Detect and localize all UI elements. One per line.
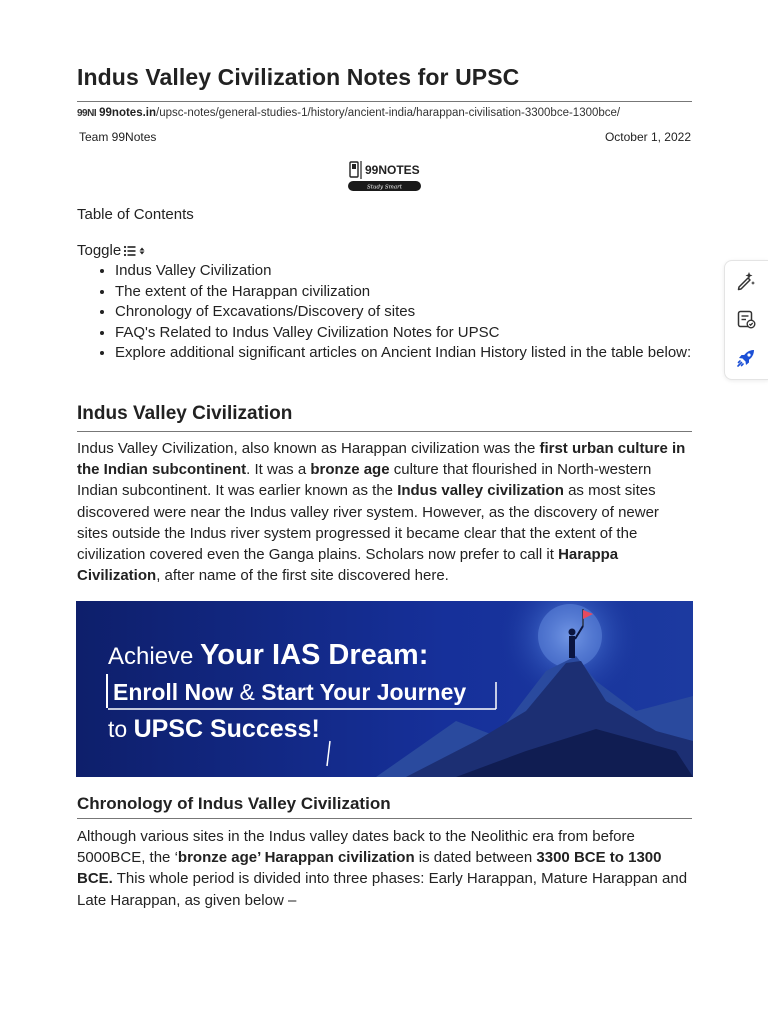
toc-toggle-label: Toggle [77, 242, 122, 259]
document-check-icon[interactable] [735, 308, 757, 330]
page-title: Indus Valley Civilization Notes for UPSC [77, 64, 520, 90]
section-divider [77, 818, 692, 819]
section-paragraph: Indus Valley Civilization, also known as Harappan civilization was the first urban culture in the Indian subcontinent. It was a bronze age culture that flourished in North-western Indian subcontinent. It was earlier known as the Indus valley civilization as most sites discovered were near the Indus valley river system. However, as the discovery of newer sites outside the Indus river system progressed it became clear that the extent of the civilization covered even the Ganga plains. Scholars now prefer to call it Harappa Civilization, after name of the first site discovered here. [77, 440, 686, 585]
banner-line2-a: Enroll Now [113, 679, 234, 705]
section-divider [77, 431, 692, 432]
banner-line3-b: UPSC Success! [133, 715, 320, 743]
section-heading: Indus Valley Civilization [77, 403, 293, 424]
source-url[interactable] [77, 107, 620, 119]
url-path: /upsc-notes/general-studies-1/history/ancient-india/harappan-civilisation-3300bce-1300bce/ [156, 107, 621, 119]
section-paragraph: Although various sites in the Indus valley dates back to the Neolithic era from before 5000BCE, the ‘bronze age’ Harappan civilization is dated between 3300 BCE to 1300 BCE. This whole period is divided into three phases: Early Harappan, Mature Harappan and Late Harappan, as given below – [77, 828, 688, 909]
svg-text:to UPSC Success! [108, 715, 320, 743]
title-divider [77, 101, 692, 102]
banner-line2-c: Start Your Journey [261, 679, 467, 705]
toc-toggle[interactable] [77, 242, 147, 259]
banner-line3-a: to [108, 716, 134, 742]
favicon: 99NI [77, 108, 97, 119]
toc-item[interactable]: • FAQ's Related to Indus Valley Civilization Notes for UPSC [115, 323, 715, 344]
banner-line1-a: Achieve [108, 643, 201, 670]
url-host: 99notes.in [99, 107, 157, 119]
publish-date: October 1, 2022 [604, 130, 691, 144]
promo-banner[interactable] [76, 601, 693, 777]
toc-list [77, 261, 715, 364]
toc-item[interactable]: • Indus Valley Civilization [115, 261, 715, 282]
svg-text:Enroll Now & Start Your Journe [113, 679, 466, 705]
banner-line2-b: & [233, 679, 262, 705]
toc-item[interactable]: • The extent of the Harappan civilization [115, 282, 715, 303]
logo-tagline: Study Smart [367, 184, 402, 191]
toc-item[interactable]: • Explore additional significant articles on Ancient Indian History listed in the table below: [115, 343, 715, 364]
list-toggle-icon [123, 244, 147, 258]
toc-item[interactable]: • Chronology of Excavations/Discovery of sites [115, 302, 715, 323]
toc-title: Table of Contents [77, 206, 194, 223]
floating-toolbar [724, 260, 768, 380]
logo-brand: 99NOTES [365, 163, 420, 177]
section-heading: Chronology of Indus Valley Civilization [77, 794, 391, 813]
site-logo [347, 160, 422, 192]
author: Team 99Notes [79, 130, 157, 144]
edit-sparkle-icon[interactable] [735, 269, 757, 291]
svg-text:Achieve Your IAS Dream: [108, 639, 428, 671]
rocket-icon[interactable] [735, 347, 757, 369]
banner-line1-b: Your IAS Dream: [200, 639, 429, 671]
